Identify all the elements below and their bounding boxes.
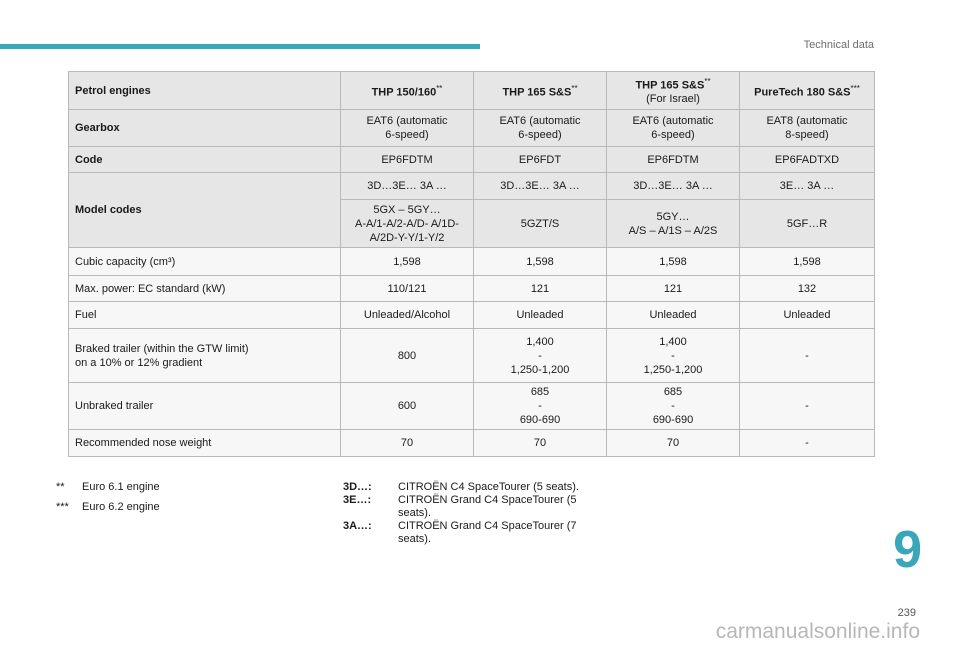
row-label <box>69 147 341 173</box>
table-cell-line: 600 <box>397 400 417 412</box>
table-cell <box>474 302 607 329</box>
table-cell-line: Unleaded <box>783 309 831 321</box>
table-cell <box>341 200 474 248</box>
legend-item <box>343 481 608 494</box>
table-cell <box>607 147 740 173</box>
table-cell <box>474 173 607 200</box>
table-cell-line: 3D…3E… 3A … <box>367 180 447 192</box>
legend-code: 3A…: <box>343 520 372 532</box>
table-cell-line: 1,250-1,200 <box>643 363 703 376</box>
table-cell <box>474 110 607 147</box>
row-label-line: Code <box>75 153 103 166</box>
table-cell-line: EP6FDTM <box>647 153 699 166</box>
table-cell-line: 685 <box>663 386 683 398</box>
table-cell-line: - <box>805 437 809 449</box>
table-cell-line: EAT6 (automatic <box>632 115 714 127</box>
table-cell-line: 1,598 <box>659 255 687 268</box>
table-cell <box>474 248 607 276</box>
table-cell <box>341 302 474 329</box>
table-cell-line: - <box>805 349 809 362</box>
engine-spec-table <box>68 71 875 457</box>
table-cell-line: 1,400 <box>659 335 687 348</box>
row-label-line: on a 10% or 12% gradient <box>75 356 203 369</box>
table-cell <box>740 430 875 457</box>
row-label <box>69 430 341 457</box>
table-cell-line: 690-690 <box>652 414 694 426</box>
column-header <box>607 72 740 110</box>
footnote-mark: *** <box>56 501 69 513</box>
footnote-text: Euro 6.2 engine <box>82 501 160 513</box>
column-header-footnote-mark: ** <box>436 83 443 93</box>
table-cell-line: 1,598 <box>526 255 554 268</box>
table-row <box>69 110 875 147</box>
table-row <box>69 276 875 302</box>
table-cell <box>740 302 875 329</box>
table-row <box>69 248 875 276</box>
table-cell-line: A/S – A/1S – A/2S <box>628 224 718 237</box>
model-code-legend <box>343 481 608 546</box>
table-cell-line: 1,598 <box>793 255 821 268</box>
legend-description: CITROËN C4 SpaceTourer (5 seats). <box>398 481 579 493</box>
table-cell-line: 1,598 <box>393 255 421 268</box>
table-row <box>69 383 875 430</box>
table-cell-line: - <box>671 400 675 412</box>
chapter-number: 9 <box>893 521 922 579</box>
table-cell-line: 5GZT/S <box>520 217 560 230</box>
table-header-row <box>69 72 875 110</box>
table-cell <box>341 110 474 147</box>
table-cell-line: - <box>805 400 809 412</box>
column-header-name: THP 165 S&S** <box>502 83 578 99</box>
table-cell-line: 110/121 <box>387 282 427 295</box>
table-cell <box>607 200 740 248</box>
header-accent-bar <box>0 44 480 49</box>
table-cell-line: A/2D-Y-Y/1-Y/2 <box>369 231 445 244</box>
column-header-name: THP 165 S&S** <box>635 76 711 92</box>
row-label <box>69 173 341 248</box>
table-cell-line: 3D…3E… 3A … <box>500 180 580 192</box>
table-cell <box>474 383 607 430</box>
table-cell-line: EAT8 (automatic <box>766 115 848 127</box>
table-cell-line: EP6FADTXD <box>774 153 840 166</box>
table-cell <box>474 276 607 302</box>
row-label-line: Fuel <box>75 309 97 321</box>
legend-item <box>343 520 608 546</box>
table-cell <box>341 147 474 173</box>
table-cell <box>341 173 474 200</box>
footnotes <box>56 481 160 521</box>
row-label-line: Model codes <box>75 204 142 216</box>
table-cell <box>607 276 740 302</box>
column-header-name: THP 150/160** <box>371 83 443 99</box>
table-cell-line: 1,250-1,200 <box>510 363 570 376</box>
column-header <box>740 72 875 110</box>
table-cell-line: 121 <box>530 282 550 295</box>
row-label-line: Cubic capacity (cm³) <box>75 255 176 268</box>
table-cell <box>474 147 607 173</box>
table-cell-line: 70 <box>400 437 414 449</box>
table-cell-line: 690-690 <box>519 414 561 426</box>
table-cell <box>740 173 875 200</box>
table-cell-line: 70 <box>666 437 680 449</box>
table-cell <box>740 276 875 302</box>
column-header-name: PureTech 180 S&S*** <box>754 83 860 99</box>
table-cell <box>341 383 474 430</box>
column-header <box>474 72 607 110</box>
table-cell <box>474 329 607 383</box>
column-header-footnote-mark: ** <box>704 76 711 86</box>
row-label <box>69 276 341 302</box>
table-cell-line: Unleaded <box>649 309 697 321</box>
table-row <box>69 147 875 173</box>
row-label-line: Unbraked trailer <box>75 400 154 412</box>
table-header-label: Petrol engines <box>69 72 341 110</box>
table-cell <box>607 430 740 457</box>
table-cell <box>607 302 740 329</box>
column-header-footnote-mark: ** <box>571 83 578 93</box>
table-cell-line: EP6FDT <box>518 153 562 166</box>
table-cell-line: 1,400 <box>526 335 554 348</box>
legend-description: CITROËN Grand C4 SpaceTourer (7 seats). <box>398 520 577 545</box>
section-title: Technical data <box>803 39 874 51</box>
table-cell <box>607 383 740 430</box>
table-cell-line: 121 <box>663 282 683 295</box>
legend-code: 3D…: <box>343 481 372 493</box>
legend-description: CITROËN Grand C4 SpaceTourer (5 seats). <box>398 494 577 519</box>
table-cell-line: - <box>538 349 542 362</box>
table-cell <box>341 329 474 383</box>
table-cell <box>474 200 607 248</box>
legend-item <box>343 494 608 520</box>
table-cell-line: 6-speed) <box>651 129 695 141</box>
table-cell-line: 5GF…R <box>786 217 828 230</box>
footnote-mark: ** <box>56 481 65 493</box>
table-cell <box>474 430 607 457</box>
table-cell <box>341 276 474 302</box>
row-label-line: Braked trailer (within the GTW limit) <box>75 342 249 355</box>
row-label <box>69 302 341 329</box>
table-cell <box>740 147 875 173</box>
table-cell-line: 3E… 3A … <box>779 180 835 192</box>
table-cell-line: 3D…3E… 3A … <box>633 180 713 192</box>
row-label-line: Max. power: EC standard (kW) <box>75 282 226 295</box>
table-row <box>69 329 875 383</box>
page-number: 239 <box>897 607 916 619</box>
table-cell <box>341 248 474 276</box>
table-cell-line: A-A/1-A/2-A/D- A/1D- <box>355 217 459 230</box>
footnote-item <box>56 501 160 514</box>
table-cell-line: EAT6 (automatic <box>366 115 448 127</box>
table-cell-line: 70 <box>533 437 547 449</box>
table-cell-line: EAT6 (automatic <box>499 115 581 127</box>
table-cell <box>607 329 740 383</box>
table-row <box>69 173 875 200</box>
table-cell <box>740 248 875 276</box>
footnote-text: Euro 6.1 engine <box>82 481 160 493</box>
footnote-item <box>56 481 160 494</box>
table-cell-line: 132 <box>797 282 817 295</box>
table-cell <box>341 430 474 457</box>
row-label <box>69 383 341 430</box>
table-cell-line: Unleaded <box>516 309 564 321</box>
row-label <box>69 248 341 276</box>
table-cell-line: 800 <box>397 349 417 362</box>
table-cell <box>740 110 875 147</box>
row-label <box>69 110 341 147</box>
legend-code: 3E…: <box>343 494 372 506</box>
table-cell-line: - <box>538 400 542 412</box>
table-row <box>69 430 875 457</box>
table-cell-line: 6-speed) <box>385 129 429 141</box>
column-header-footnote-mark: *** <box>850 83 860 93</box>
table-cell-line: 5GX – 5GY… <box>373 203 441 216</box>
table-cell <box>740 383 875 430</box>
row-label <box>69 329 341 383</box>
table-cell <box>740 329 875 383</box>
row-label-line: Gearbox <box>75 122 120 134</box>
table-cell-line: 8-speed) <box>785 129 829 141</box>
table-cell <box>607 248 740 276</box>
watermark: carmanualsonline.info <box>715 620 920 643</box>
table-row <box>69 302 875 329</box>
table-cell-line: 6-speed) <box>518 129 562 141</box>
row-label-line: Recommended nose weight <box>75 437 212 449</box>
table-cell-line: 5GY… <box>656 210 690 223</box>
table-cell <box>607 173 740 200</box>
table-cell-line: Unleaded/Alcohol <box>363 309 451 321</box>
table-cell <box>607 110 740 147</box>
table-cell-line: - <box>671 349 675 362</box>
column-header-note: (For Israel) <box>646 93 700 106</box>
column-header <box>341 72 474 110</box>
table-cell-line: EP6FDTM <box>381 153 433 166</box>
table-cell <box>740 200 875 248</box>
table-cell-line: 685 <box>530 386 550 398</box>
